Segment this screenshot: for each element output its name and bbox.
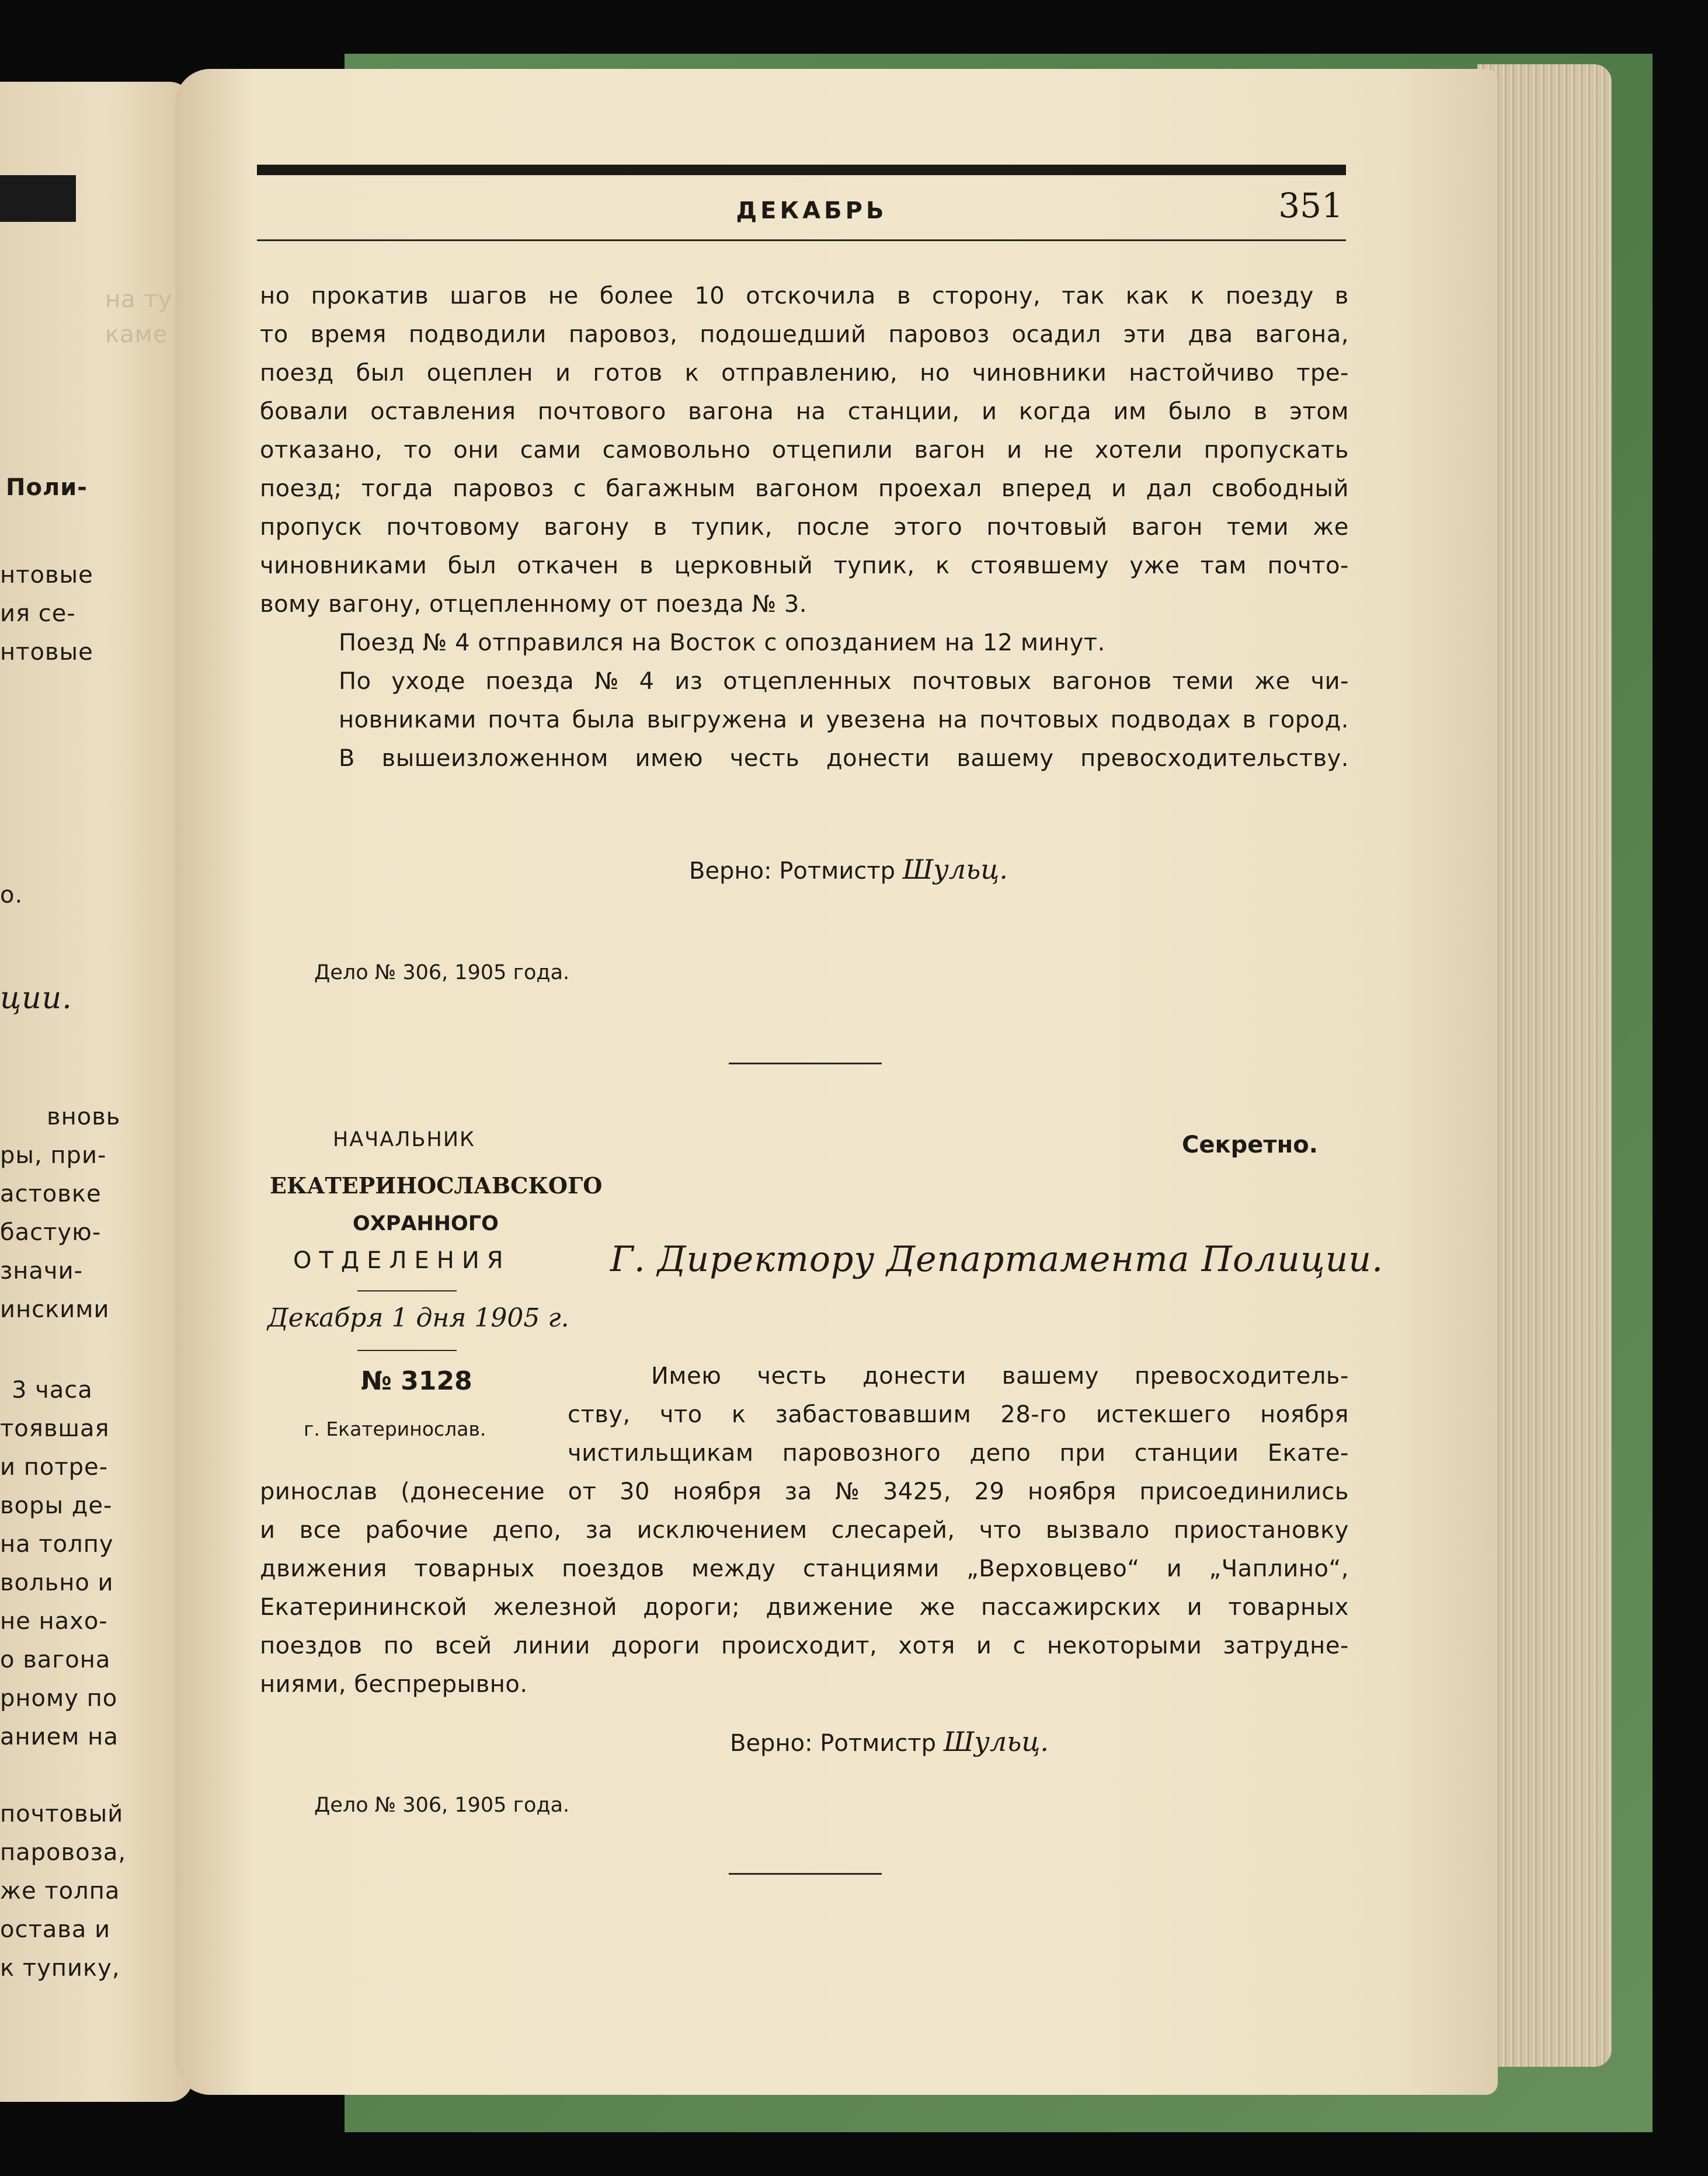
text-line: отказано, то они сами самовольно отцепили вагон и не хотели пропускать	[260, 437, 1349, 464]
sender-line-3: ОХРАННОГО	[353, 1212, 499, 1235]
signature-name: Шульц.	[902, 854, 1008, 885]
left-page-fragment: анием на	[0, 1724, 119, 1750]
text-line: Поезд № 4 отправился на Восток с опозданием на 12 минут.	[339, 629, 1105, 656]
separator-line	[729, 1063, 882, 1064]
left-page-fragment: рному по	[0, 1685, 118, 1712]
left-page-fragment: и потре-	[0, 1454, 109, 1481]
text-line: и все рабочие депо, за исключением слесарей, что вызвало приостановку	[260, 1517, 1349, 1544]
date-rule-top	[357, 1290, 457, 1291]
header-underline	[257, 239, 1346, 241]
left-page-fragment: же толпа	[0, 1878, 120, 1905]
signature-prefix: Верно: Ротмистр	[689, 858, 896, 885]
left-page-fragment: паровоза,	[0, 1839, 127, 1866]
text-line: вому вагону, отцепленному от поезда № 3.	[260, 591, 808, 618]
left-page	[0, 82, 193, 2102]
text-line: В вышеизложенном имею честь донести вашему превосходительству.	[339, 745, 1349, 772]
left-page-fragment: инскими	[0, 1296, 110, 1323]
signature-name: Шульц.	[943, 1726, 1049, 1757]
running-head: ДЕКАБРЬ	[736, 197, 888, 224]
left-page-fragment: Поли-	[6, 474, 88, 501]
left-page-fragment: остава и	[0, 1916, 111, 1943]
date-line: Декабря 1 дня 1905 г.	[267, 1303, 569, 1333]
left-page-fragment: нтовые	[0, 562, 93, 589]
left-page-fragment: воры де-	[0, 1492, 113, 1519]
text-line: Екатерининской железной дороги; движение же пассажирских и товарных	[260, 1594, 1349, 1621]
signature-prefix: Верно: Ротмистр	[730, 1730, 937, 1757]
sender-line-4: ОТДЕЛЕНИЯ	[293, 1247, 511, 1274]
left-page-fragment: тоявшая	[0, 1415, 110, 1442]
text-line: поездов по всей линии дороги происходит, хотя и с некоторыми затрудне-	[260, 1632, 1349, 1659]
place: г. Екатеринослав.	[304, 1418, 486, 1440]
left-page-fragment: на толпу	[0, 1531, 114, 1558]
addressee: Г. Директору Департамента Полиции.	[610, 1239, 1384, 1280]
date-rule-bottom	[357, 1350, 457, 1351]
text-line: пропуск почтовому вагону в тупик, после этого почтовый вагон теми же	[260, 514, 1349, 541]
left-page-fragment: ры, при-	[0, 1142, 107, 1169]
left-page-fragment: о.	[0, 882, 23, 908]
left-page-black-bar	[0, 175, 76, 222]
text-line: поезд; тогда паровоз с багажным вагоном проехал вперед и дал свободный	[260, 475, 1349, 502]
left-page-fragment: нтовые	[0, 639, 93, 666]
text-line: чиновниками был откачен в церковный тупик, к стоявшему уже там почто-	[260, 552, 1349, 579]
header-rule	[257, 165, 1346, 175]
left-page-fragment: ции.	[0, 981, 72, 1016]
text-line: По уходе поезда № 4 из отцепленных почтовых вагонов теми же чи-	[339, 668, 1349, 695]
text-line: бовали оставления почтового вагона на станции, и когда им было в этом	[260, 398, 1349, 425]
file-reference-2: Дело № 306, 1905 года.	[314, 1794, 570, 1817]
document-number: № 3128	[361, 1366, 472, 1396]
text-line: новниками почта была выгружена и увезена на почтовых подводах в город.	[339, 706, 1349, 733]
signature-line-2	[730, 1726, 1049, 1757]
left-page-fragment: о вагона	[0, 1646, 111, 1673]
text-line: чистильщикам паровозного депо при станции Екате-	[568, 1440, 1349, 1467]
left-page-fragment: вновь	[47, 1103, 121, 1130]
text-line: Имею честь донести вашему превосходитель-	[651, 1363, 1349, 1390]
text-line: ниями, беспрерывно.	[260, 1671, 528, 1698]
sender-line-1: НАЧАЛЬНИК	[333, 1128, 475, 1151]
left-page-fragment: вольно и	[0, 1569, 114, 1596]
page-number: 351	[1278, 186, 1343, 225]
left-page-fragment: 3 часа	[12, 1377, 93, 1404]
signature-line-1	[689, 854, 1008, 885]
left-page-fragment: бастую-	[0, 1219, 102, 1246]
left-page-fragment: к тупику,	[0, 1955, 120, 1982]
text-line: поезд был оцеплен и готов к отправлению, но чиновники настойчиво тре-	[260, 360, 1349, 387]
left-page-fragment: почтовый	[0, 1801, 124, 1827]
left-page-fragment: астовке	[0, 1181, 102, 1207]
left-page-fragment: не нахо-	[0, 1608, 108, 1635]
left-page-showthrough: каме	[105, 321, 168, 348]
sender-line-2: ЕКАТЕРИНОСЛАВСКОГО	[270, 1172, 603, 1199]
left-page-fragment: ия се-	[0, 600, 76, 627]
left-page-showthrough: на ту	[105, 286, 173, 313]
text-line: ринослав (донесение от 30 ноября за № 3425, 29 ноября присоединились	[260, 1478, 1349, 1505]
text-line: то время подводили паровоз, подошедший паровоз осадил эти два вагона,	[260, 321, 1349, 348]
left-page-fragment: значи-	[0, 1258, 83, 1284]
file-reference-1: Дело № 306, 1905 года.	[314, 961, 570, 984]
text-line: но прокатив шагов не более 10 отскочила в сторону, так как к поезду в	[260, 283, 1349, 309]
classification: Секретно.	[1182, 1131, 1318, 1158]
text-line: движения товарных поездов между станциями „Верховцево“ и „Чаплино“,	[260, 1555, 1349, 1582]
text-line: ству, что к забастовавшим 28-го истекшего ноября	[568, 1401, 1349, 1428]
separator-line	[729, 1873, 882, 1875]
